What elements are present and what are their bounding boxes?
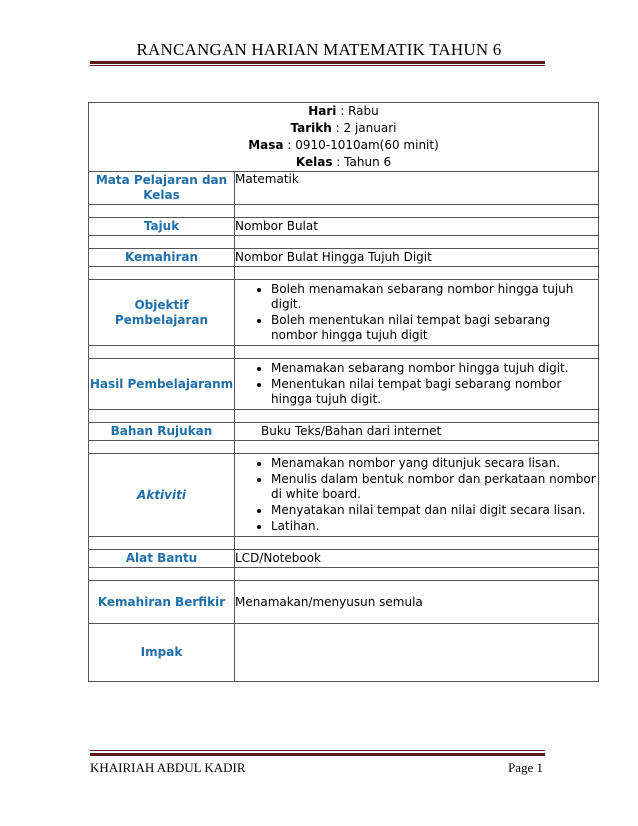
- row-topic: [89, 218, 599, 236]
- page-title: RANCANGAN HARIAN MATEMATIK TAHUN 6: [136, 40, 502, 59]
- info-row: [89, 103, 599, 172]
- objectives-label: Objektif Pembelajaran: [89, 280, 235, 346]
- info-masa: Masa : 0910-1010am(60 minit): [248, 138, 439, 152]
- row-thinking: [89, 581, 599, 624]
- topic-value: Nombor Bulat: [235, 218, 599, 236]
- footer-rule: [90, 753, 545, 756]
- list-item: • Menentukan nilai tempat bagi sebarang nombor hingga tujuh digit.: [271, 377, 598, 407]
- list-item: • Boleh menamakan sebarang nombor hingga tujuh digit.: [271, 282, 598, 312]
- footer-rule-thin: [90, 750, 545, 751]
- list-item: • Boleh menentukan nilai tempat bagi sebarang nombor hingga tujuh digit: [271, 313, 598, 343]
- subject-label: Mata Pelajaran dan Kelas: [89, 172, 235, 205]
- row-aids: [89, 550, 599, 568]
- info-kelas: Kelas : Tahun 6: [295, 155, 392, 169]
- header-rule-thin: [90, 65, 545, 66]
- info-cell: [89, 103, 599, 172]
- references-value: Buku Teks/Bahan dari internet: [235, 423, 599, 441]
- info-tarikh: Tarikh : 2 januari: [290, 121, 397, 135]
- references-label: Bahan Rujukan: [89, 423, 235, 441]
- aids-label: Alat Bantu: [89, 550, 235, 568]
- aids-value: LCD/Notebook: [235, 550, 599, 568]
- footer-author: KHAIRIAH ABDUL KADIR: [90, 760, 246, 775]
- thinking-label: Kemahiran Berfikir: [89, 581, 235, 624]
- list-item: • Menyatakan nilai tempat dan nilai digit secara lisan.: [271, 503, 598, 518]
- row-objectives: [89, 280, 599, 346]
- subject-value: Matematik: [235, 172, 599, 205]
- skill-value: Nombor Bulat Hingga Tujuh Digit: [235, 249, 599, 267]
- row-subject: [89, 172, 599, 205]
- outcomes-value: [235, 359, 599, 410]
- row-skill: [89, 249, 599, 267]
- activities-value: [235, 454, 599, 537]
- header-rule: [90, 61, 545, 64]
- skill-label: Kemahiran: [89, 249, 235, 267]
- lesson-plan-table: [88, 102, 599, 682]
- impact-label: Impak: [89, 624, 235, 682]
- row-outcomes: [89, 359, 599, 410]
- impact-value: [235, 624, 599, 682]
- info-hari: Hari : Rabu: [308, 104, 379, 118]
- row-activities: [89, 454, 599, 537]
- topic-label: Tajuk: [89, 218, 235, 236]
- list-item: • Menamakan sebarang nombor hingga tujuh digit.: [271, 361, 598, 376]
- footer-page-number: Page 1: [507, 760, 543, 775]
- objectives-value: [235, 280, 599, 346]
- list-item: • Latihan.: [271, 519, 598, 534]
- activities-label: Aktiviti: [89, 454, 235, 537]
- row-references: [89, 423, 599, 441]
- list-item: • Menulis dalam bentuk nombor dan perkataan nombor di white board.: [271, 472, 598, 502]
- row-impact: [89, 624, 599, 682]
- outcomes-label: Hasil Pembelajaranm: [89, 359, 235, 410]
- list-item: • Menamakan nombor yang ditunjuk secara lisan.: [271, 456, 598, 471]
- thinking-value: Menamakan/menyusun semula: [235, 581, 599, 624]
